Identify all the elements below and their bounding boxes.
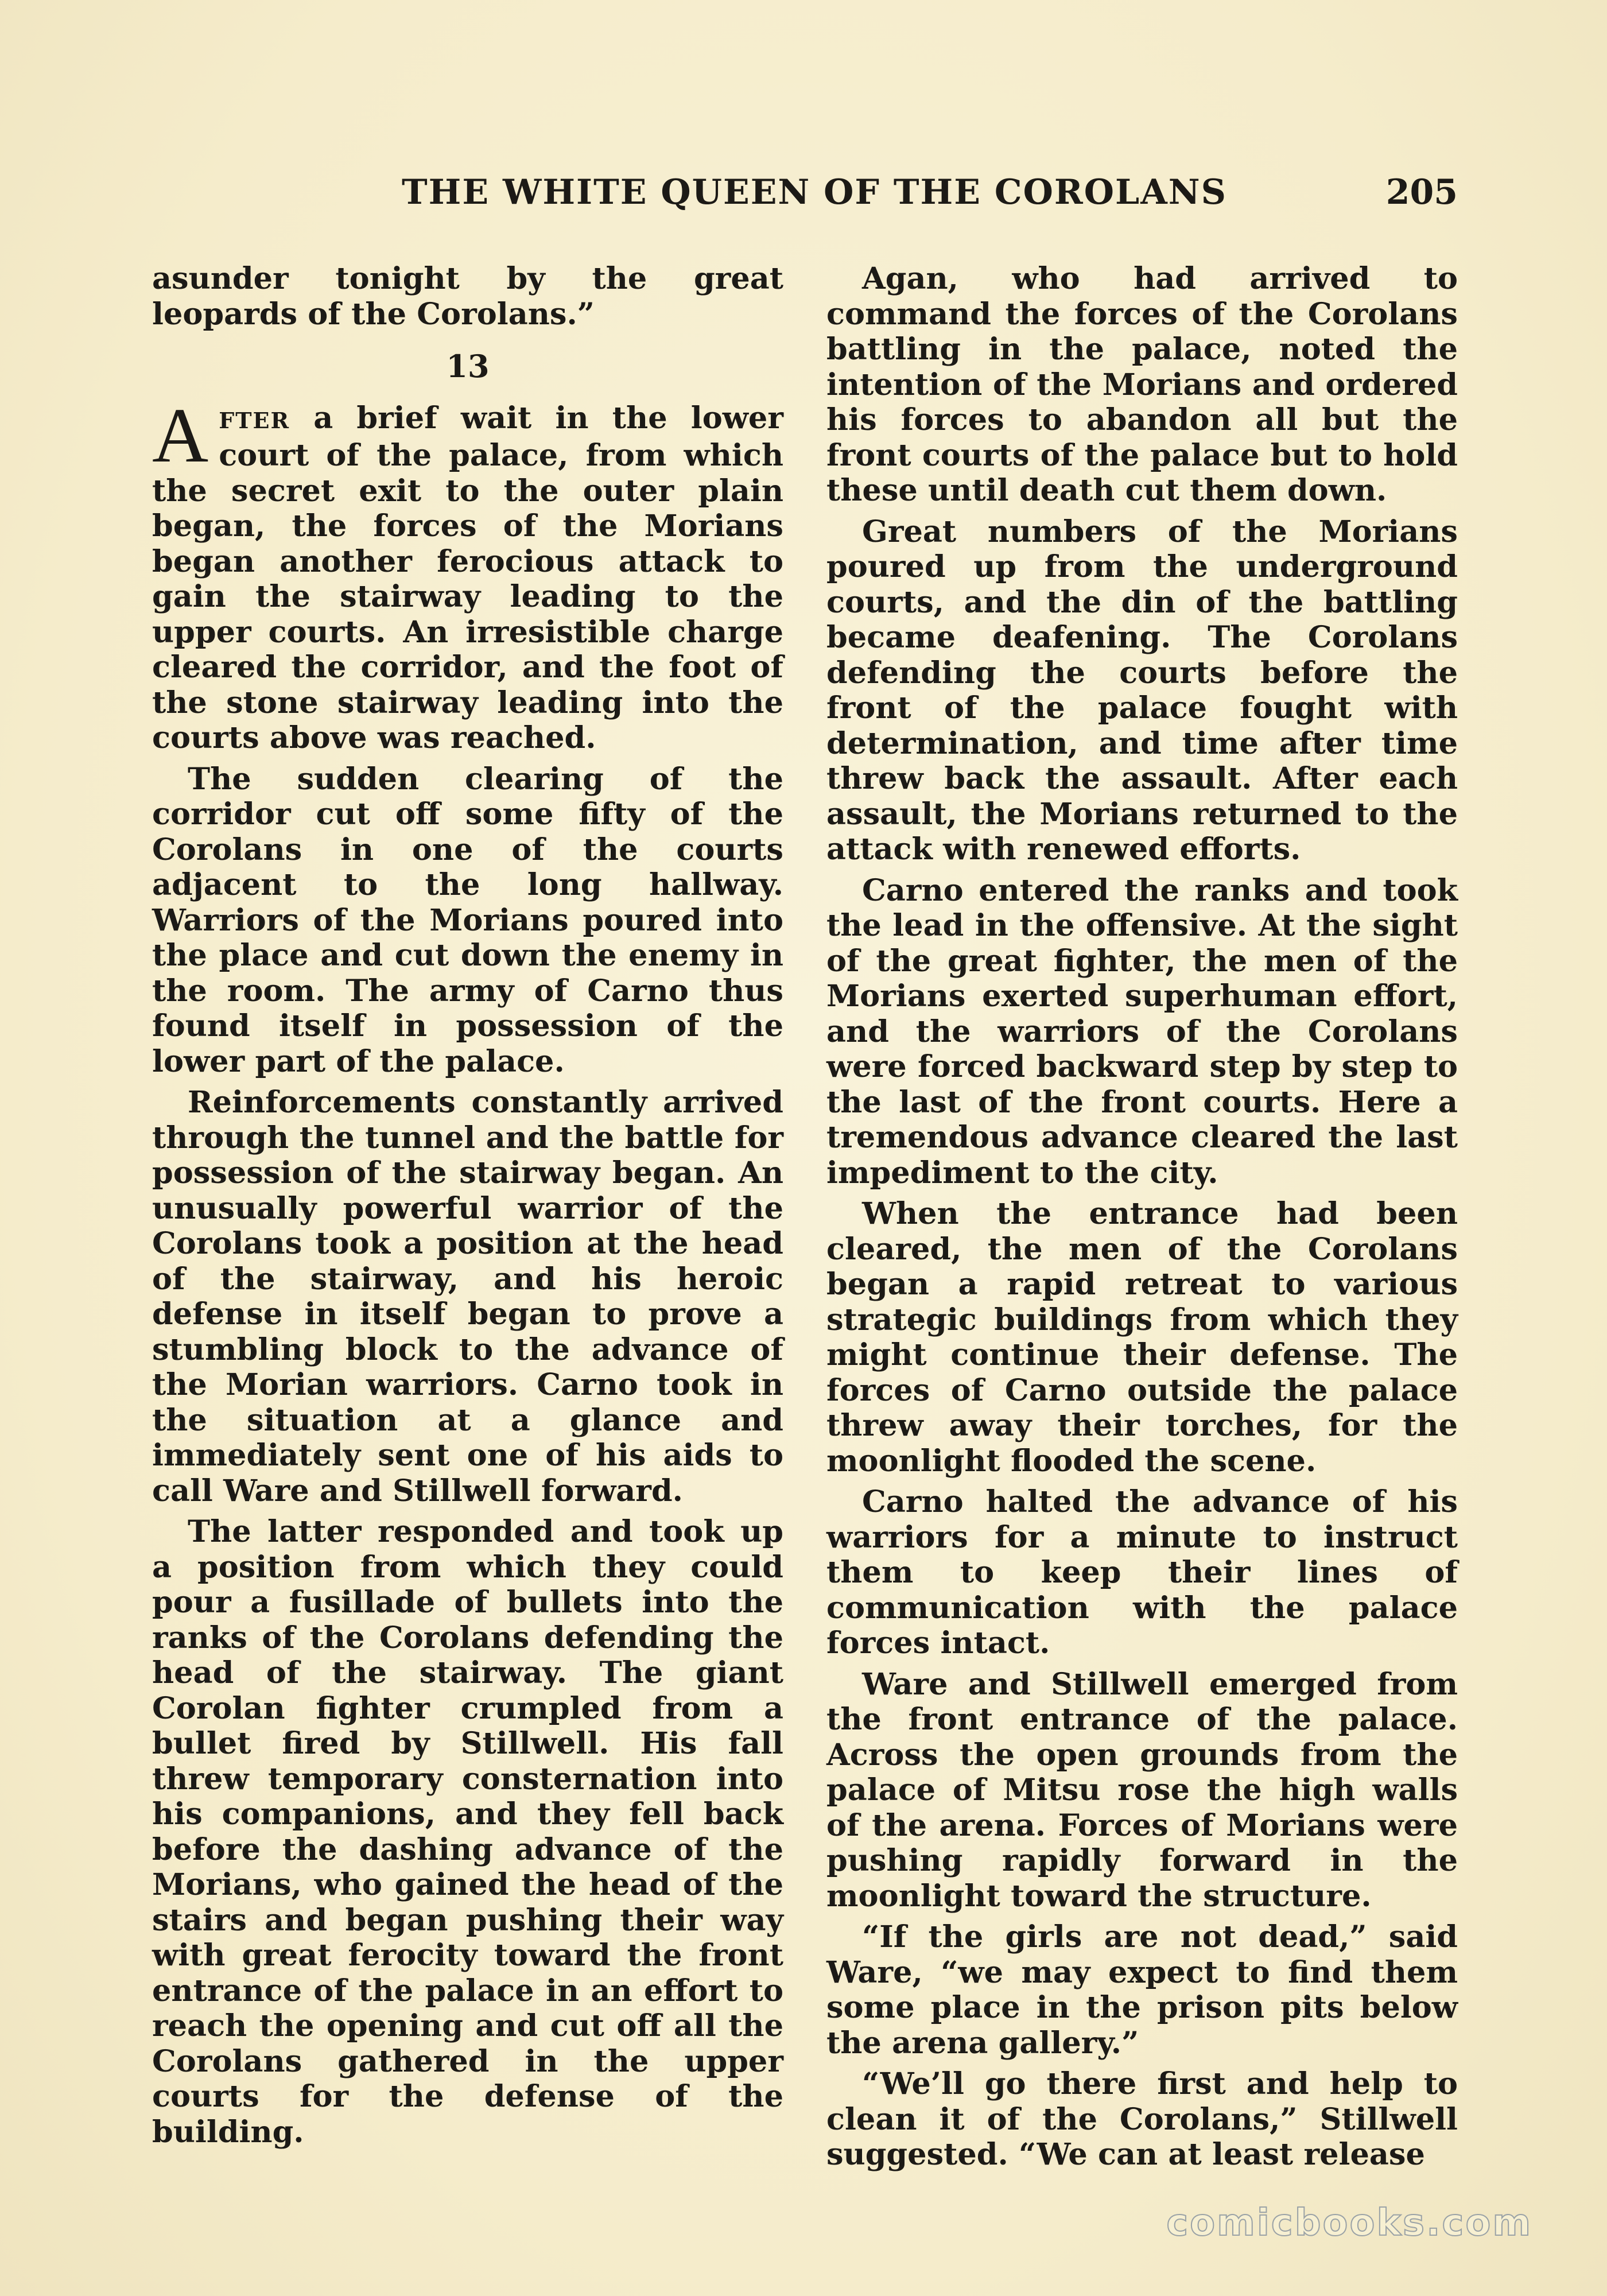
paragraph: Carno entered the ranks and took the lead in the offensive. At the sight of the great fighter, the men of the Morians exerted superhuman effort, and the warriors of the Corolans were forced backward step by step to the last of the front courts. Here a tremendous advance cleared the last impediment to the city. xyxy=(826,872,1458,1190)
paragraph: Reinforcements constantly arrived through the tunnel and the battle for possession of the stairway began. An unusually powerful warrior of the Corolans took a position at the head of the stairway, and his heroic defense in itself began to prove a stumbling block to the advance of the Morian warriors. Carno took in the situation at a glance and immediately sent one of his aids to call Ware and Stillwell forward. xyxy=(152,1085,783,1508)
chapter-number: 13 xyxy=(446,348,490,385)
paragraph: When the entrance had been cleared, the men of the Corolans began a rapid retreat to various strategic buildings from which they might continue their defense. The forces of Carno outside the palace threw away their torches, for the moonlight flooded the scene. xyxy=(826,1196,1458,1479)
paragraph: The latter responded and took up a position from which they could pour a fusillade of bullets into the ranks of the Corolans defending the head of the stairway. The giant Corolan fighter crumpled from a bullet fired by Stillwell. His fall threw temporary consternation into his companions, and they fell back before the dashing advance of the Morians, who gained the head of the stairs and began pushing their way with great ferocity toward the front entrance of the palace in an effort to reach the opening and cut off all the Corolans gathered in the upper courts for the defense of the building. xyxy=(152,1514,783,2150)
paragraph: asunder tonight by the great leopards of the Corolans.” xyxy=(152,261,783,332)
small-caps-lead: FTER xyxy=(219,407,290,433)
running-title: THE WHITE QUEEN OF THE COROLANS xyxy=(402,172,1227,212)
paragraph-text: a brief wait in the lower court of the palace, from which the secret exit to the outer plain began, the forces of the Morians began another ferocious attack to gain the stairway leading to the upper courts. An irresistible charge cleared the corridor, and the foot of the stone stairway leading into the courts above was reached. xyxy=(152,400,783,755)
paragraph: Ware and Stillwell emerged from the front entrance of the palace. Across the open grounds from the palace of Mitsu rose the high walls of the arena. Forces of Morians were pushing rapidly forward in the moonlight toward the structure. xyxy=(826,1666,1458,1914)
paragraph: Carno halted the advance of his warriors for a minute to instruct them to keep their lines of communication with the palace forces intact. xyxy=(826,1484,1458,1661)
paragraph: Great numbers of the Morians poured up from the underground courts, and the din of the battling became deafening. The Corolans defending the courts before the front of the palace fought with determination, and time after time threw back the assault. After each assault, the Morians returned to the attack with renewed efforts. xyxy=(826,514,1458,867)
paragraph: The sudden clearing of the corridor cut off some fifty of the Corolans in one of the courts adjacent to the long hallway. Warriors of the Morians poured into the place and cut down the enemy in the room. The army of Carno thus found itself in possession of the lower part of the palace. xyxy=(152,761,783,1079)
page-number: 205 xyxy=(1385,172,1458,212)
watermark: comicbooks.com xyxy=(1166,2202,1532,2244)
right-column xyxy=(826,261,1458,2178)
drop-cap: A xyxy=(152,392,209,479)
paragraph: “If the girls are not dead,” said Ware, “we may expect to find them some place in the prison pits below the arena gallery.” xyxy=(826,1919,1458,2061)
opening-paragraph xyxy=(152,392,783,756)
page-header xyxy=(149,172,1458,224)
left-column xyxy=(152,261,783,2155)
paragraph: Agan, who had arrived to command the forces of the Corolans battling in the palace, noted the intention of the Morians and ordered his forces to abandon all but the front courts of the palace but to hold these until death cut them down. xyxy=(826,261,1458,508)
paragraph: “We’ll go there first and help to clean it of the Corolans,” Stillwell suggested. “We can at least release xyxy=(826,2066,1458,2172)
